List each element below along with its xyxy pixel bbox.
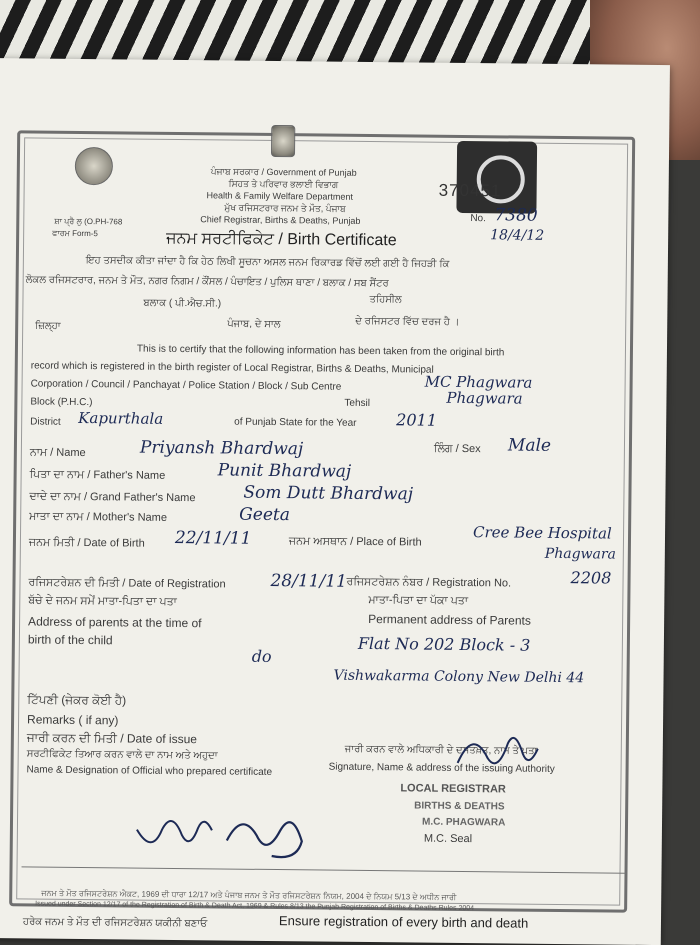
mother-value: Geeta	[239, 504, 291, 526]
issue-date-top: 18/4/12	[490, 227, 545, 244]
sex-value: Male	[507, 435, 552, 456]
year-value: 2011	[396, 410, 438, 430]
preamble-pa-4b: ਪੰਜਾਬ, ਦੇ ਸਾਲ	[227, 318, 281, 331]
perm-value-1: Flat No 202 Block - 3	[357, 633, 531, 655]
district-value: Kapurthala	[78, 408, 164, 428]
bottom-pa-2: ਹਰੇਕ ਜਨਮ ਤੇ ਮੌਤ ਦੀ ਰਜਿਸਟਰੇਸ਼ਨ ਯਕੀਨੀ ਬਣਾਓ	[22, 916, 208, 930]
tehsil-value: Phagwara	[446, 388, 523, 408]
father-value: Punit Bhardwaj	[217, 460, 352, 482]
name-label: ਨਾਮ / Name	[29, 446, 86, 460]
preamble-en-1: This is to certify that the following information has been taken from the original birth	[136, 343, 505, 359]
district-label: District	[30, 416, 61, 428]
registrar-stamp-2: BIRTHS & DEATHS	[414, 800, 505, 813]
perm-pa: ਮਾਤਾ-ਪਿਤਾ ਦਾ ਪੱਕਾ ਪਤਾ	[368, 593, 469, 608]
official-signature	[132, 800, 313, 872]
pob-value-2: Phagwara	[544, 545, 617, 563]
authority-en: Signature, Name & address of the issuing Authority	[328, 761, 555, 775]
bottom-pa-1: ਜਨਮ ਤੇ ਮੌਤ ਰਜਿਸਟਰੇਸ਼ਨ ਐਕਟ, 1969 ਦੀ ਧਾਰਾ 12/17 ਅਤੇ ਪੰਜਾਬ ਜਨਮ ਤੇ ਮੌਤ ਰਜਿਸਟਰੇਸ਼ਨ ਨਿਯਮ, 2004 ਦੇ ਨਿਯਮ 5/13 ਦੇ ਅਧੀਨ ਜਾਰੀ	[41, 888, 457, 902]
dor-label: ਰਜਿਸਟਰੇਸ਼ਨ ਦੀ ਮਿਤੀ / Date of Registration	[28, 576, 226, 591]
registrar-en: Chief Registrar, Births & Deaths, Punjab	[200, 214, 361, 226]
preamble-pa-4c: ਦੇ ਰਜਿਸਟਰ ਵਿੱਚ ਦਰਜ ਹੈ ।	[355, 315, 460, 328]
father-label: ਪਿਤਾ ਦਾ ਨਾਮ / Father's Name	[29, 468, 166, 482]
perm-en: Permanent address of Parents	[368, 611, 531, 628]
certificate-number: 7380	[494, 205, 538, 226]
grandfather-label: ਦਾਦੇ ਦਾ ਨਾਮ / Grand Father's Name	[29, 490, 196, 505]
birth-certificate	[0, 58, 670, 945]
regno-value: 2208	[570, 568, 612, 588]
preamble-en-2: record which is registered in the birth register of Local Registrar, Births & Deaths, Municipal	[30, 360, 434, 376]
official-en: Name & Designation of Official who prepared certificate	[26, 764, 273, 778]
bottom-en-1: Issued under Section 12/17 of the Registration of Birth & Death Act, 1969 & Rules 8/13 the Punjab Registration of Births & Deaths Rules 2004	[35, 900, 475, 913]
dob-label: ਜਨਮ ਮਿਤੀ / Date of Birth	[28, 536, 145, 550]
preamble-en-3: Corporation / Council / Panchayat / Police Station / Block / Sub Centre	[30, 378, 342, 393]
addr-time-en-1: Address of parents at the time of	[28, 614, 202, 631]
pob-value-1: Cree Bee Hospital	[472, 523, 612, 543]
addr-time-value: do	[251, 646, 272, 666]
perm-value-2: Vishwakarma Colony New Delhi 44	[333, 667, 585, 687]
hologram-icon	[456, 141, 537, 214]
centre-value: MC Phagwara	[424, 372, 533, 392]
name-value: Priyansh Bhardwaj	[139, 437, 304, 460]
form-no: ਫਾਰਮ Form-5	[52, 228, 98, 239]
addr-time-pa: ਬੱਚੇ ਦੇ ਜਨਮ ਸਮੇਂ ਮਾਤਾ-ਪਿਤਾ ਦਾ ਪਤਾ	[28, 594, 177, 608]
dept-en: Health & Family Welfare Department	[206, 190, 354, 202]
regno-label: ਰਜਿਸਟਰੇਸ਼ਨ ਨੰਬਰ / Registration No.	[346, 575, 512, 590]
bottom-en-2: Ensure registration of every birth and death	[278, 913, 529, 931]
preamble-en-4: Block (P.H.C.)	[30, 396, 93, 409]
registrar-pa: ਮੁੱਖ ਰਜਿਸਟਰਾਰ ਜਨਮ ਤੇ ਮੌਤ, ਪੰਜਾਬ	[224, 202, 346, 214]
govt-line: ਪੰਜਾਬ ਸਰਕਾਰ / Government of Punjab	[210, 166, 357, 178]
preamble-pa-3b: ਤਹਿਸੀਲ	[369, 293, 402, 306]
remarks-pa: ਟਿੱਪਣੀ (ਜੇਕਰ ਕੋਈ ਹੈ)	[27, 692, 127, 708]
issue-date-label: ਜਾਰੀ ਕਰਨ ਦੀ ਮਿਤੀ / Date of issue	[26, 730, 198, 747]
tehsil-label: Tehsil	[344, 397, 371, 409]
registrar-stamp-1: LOCAL REGISTRAR	[400, 782, 506, 796]
dob-value: 22/11/11	[174, 527, 252, 549]
authority-signature	[453, 723, 544, 774]
ashoka-emblem-icon	[271, 125, 295, 157]
dept-pa: ਸਿਹਤ ਤੇ ਪਰਿਵਾਰ ਭਲਾਈ ਵਿਭਾਗ	[228, 178, 339, 190]
certificate-title: ਜਨਮ ਸਰਟੀਫਿਕੇਟ / Birth Certificate	[166, 229, 397, 250]
form-code: ਸ਼ਾ ਪ੍ਰੈ ਲੁ (O.PH-768	[54, 216, 123, 227]
seal-label: M.C. Seal	[423, 832, 473, 846]
preamble-pa-4a: ਜ਼ਿਲ੍ਹਾ	[35, 320, 61, 332]
dor-value: 28/11/11	[270, 570, 347, 592]
mother-label: ਮਾਤਾ ਦਾ ਨਾਮ / Mother's Name	[29, 510, 168, 524]
grandfather-value: Som Dutt Bhardwaj	[243, 482, 414, 505]
punjab-emblem-icon	[75, 147, 113, 185]
preamble-pa-1: ਇਹ ਤਸਦੀਕ ਕੀਤਾ ਜਾਂਦਾ ਹੈ ਕਿ ਹੇਠ ਲਿਖੀ ਸੂਚਨਾ ਅਸਲ ਜਨਮ ਰਿਕਾਰਡ ਵਿੱਚੋਂ ਲਈ ਗਈ ਹੈ ਜਿਹੜੀ ਕਿ	[85, 255, 450, 270]
number-prefix: No.	[470, 213, 486, 225]
remarks-en: Remarks ( if any)	[27, 712, 119, 728]
authority-pa: ਜਾਰੀ ਕਰਨ ਵਾਲੇ ਅਧਿਕਾਰੀ ਦੇ ਦਸਤਖ਼ਤ, ਨਾਮ ਤੇ ਪਤਾ	[344, 743, 538, 757]
preamble-pa-2: ਲੋਕਲ ਰਜਿਸਟਰਾਰ, ਜਨਮ ਤੇ ਮੌਤ, ਨਗਰ ਨਿਗਮ / ਕੌਂਸਲ / ਪੰਚਾਇਤ / ਪੁਲਿਸ ਥਾਣਾ / ਬਲਾਕ / ਸਬ ਸੈਂਟਰ	[25, 274, 389, 290]
registrar-stamp-3: M.C. PHAGWARA	[421, 816, 506, 829]
addr-time-en-2: birth of the child	[27, 632, 113, 648]
pob-label: ਜਨਮ ਅਸਥਾਨ / Place of Birth	[288, 535, 422, 549]
state-year-label: of Punjab State for the Year	[234, 416, 357, 429]
official-pa: ਸਰਟੀਫਿਕੇਟ ਤਿਆਰ ਕਰਨ ਵਾਲੇ ਦਾ ਨਾਮ ਅਤੇ ਅਹੁਦਾ	[26, 748, 218, 762]
sex-label: ਲਿੰਗ / Sex	[433, 442, 481, 456]
preamble-pa-3a: ਬਲਾਕ ( ਪੀ.ਐਚ.ਸੀ.)	[143, 297, 222, 310]
serial-number: 370451	[438, 180, 502, 201]
